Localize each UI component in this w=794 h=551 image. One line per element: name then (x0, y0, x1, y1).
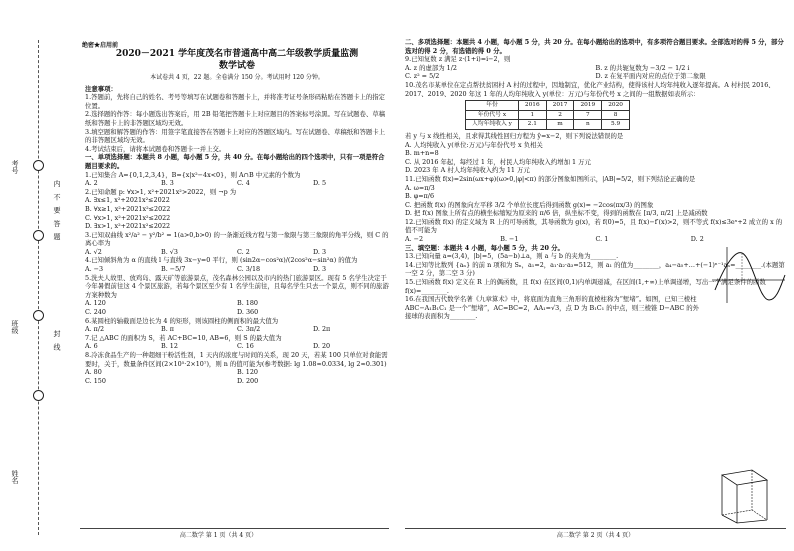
notice-item: 4.考试结束后，请将本试题卷和答题卡一并上交。 (85, 144, 226, 153)
dashed-cut-line (38, 40, 39, 535)
option: D. 3 (313, 265, 327, 274)
prism-figure (712, 465, 782, 525)
option: C. 150 (85, 376, 106, 385)
table-cell: 人均年纯收入 y (466, 120, 519, 130)
table-cell: 5.9 (602, 120, 630, 130)
option: D. 20 (313, 342, 331, 351)
question-8: 8.冷冻食品生产的一种超细干粉活性剂，1 天内的浓度与时间的关系，现 20 天，若某 100 只单位对食能需要时，关于，数量条件区间(2×10⁵·2×10⁷)，则 n 的值可能为(参考数据: lg 1.08≈0.0334, lg 2≈0.301) (85, 351, 388, 368)
option: C. z² = 5/2 (405, 72, 440, 81)
option: D. ∃x>1, x²+2021x²≤2022 (85, 222, 171, 231)
question-10-tail: 若 y 与 x 线性相关，且求得其线性回归方程为 ŷ=x−2，则下列说法错误的是 (405, 131, 624, 140)
binding-circle (33, 390, 44, 401)
option: B. z 的共轭复数为 −3/2 − 1/2 i (595, 63, 690, 72)
option: D. 2 (690, 235, 704, 244)
option: B. ∀x≥1, x²+2021x²≤2022 (85, 204, 171, 213)
table-row (466, 101, 630, 111)
name-label: 姓名 (11, 470, 19, 484)
option: A. −3 (85, 265, 104, 274)
option: D. 把 f(x) 图象上所有点的横坐标缩短为原来的 π/6 倍，纵坐标不变，得到的函数在 [π/3, π/2] 上是减函数 (405, 209, 708, 218)
question-13: 13.已知向量 a=(3,4)，|b|=5，(5a−b)⊥a，则 a 与 b 的夹角为________. (405, 252, 619, 261)
table-cell: 年份 (466, 101, 519, 111)
question-9: 9.已知复数 z 满足 z·(1+i)=i−2，则 (405, 55, 511, 64)
notice-item: 1.答题前，先将自己的姓名、考号等填写在试题卷和答题卡上，并将准考证号条形码粘贴在答题卡上的指定位置。 (85, 93, 386, 110)
table-cell: n (574, 120, 602, 130)
table-row (466, 120, 630, 130)
exam-subtitle: 数学试卷 (218, 61, 255, 71)
option: D. 5 (313, 179, 327, 188)
option: D. 3 (313, 247, 327, 256)
sine-curve (715, 253, 785, 300)
option: A. √2 (85, 247, 102, 256)
question-12: 12.已知函数 f(x) 的定义域为 R 上的可导函数，其导函数为 g(x)，若 f(0)=5，且 f(x)−f′(x)>2，则不等式 f(x)≤3eˣ+2 成立的 x 的值不可能为 (405, 217, 783, 235)
binding-circle (33, 230, 44, 241)
option: C. 把函数 f(x) 的图象向左平移 3/2 个单位长度后得到函数 g(x)= −2cos(πx/3) 的图象 (405, 200, 654, 209)
table-cell: 2020 (602, 101, 630, 111)
class-label: 班级 (11, 320, 19, 334)
option: B. m+n=8 (405, 149, 439, 158)
option: A. 人均纯收入 y(单位:万元)与年份代号 x 负相关 (405, 140, 543, 149)
section1-heading: 一、单项选择题：本题共 8 小题，每小题 5 分，共 40 分。在每小题给出的四个选项中，只有一项是符合题目要求的。 (85, 153, 385, 170)
question-1-options (85, 179, 389, 188)
option: B. √3 (161, 247, 178, 256)
question-9-options (405, 64, 786, 81)
table-cell: 7 (574, 110, 602, 120)
option: C. 16 (237, 342, 254, 351)
section3-heading: 三、填空题：本题共 4 小题，每小题 5 分，共 20 分。 (405, 243, 564, 252)
question-15: 15.已知函数 f(x) 定义在 R 上的偶函数，且 f(x) 在区间(0,1)内单调递减，在区间(1,+∞)上单调递增，写出一个满足条件的函数 f(x)=________. (405, 278, 766, 295)
option: C. 从 2016 年起，每经过 1 年，村民人均年纯收入约增加 1 万元 (405, 157, 591, 166)
left-content (85, 38, 389, 385)
option: A. −2 (405, 235, 424, 244)
question-7-options (85, 342, 389, 351)
option: C. 240 (85, 308, 106, 317)
question-3: 3.已知双曲线 x²/a² − y²/b² = 1(a>0,b>0) 的一条渐近线方程与第一象限与第三象限的角平分线，则 C 的离心率为 (85, 230, 389, 248)
exam-info: 本试卷共 4 页，22 题。全卷满分 150 分。考试用时 120 分钟。 (150, 74, 324, 81)
table-cell: 年份代号 x (466, 110, 519, 120)
option: B. 12 (161, 342, 178, 351)
sine-graph-figure (707, 245, 787, 305)
question-5-options (85, 299, 389, 316)
prism-top (722, 470, 767, 485)
option: A. 120 (85, 299, 106, 308)
option: A. z 的虚部为 1/2 (405, 63, 457, 72)
footer-rule (405, 528, 786, 529)
table-cell: 2016 (518, 101, 546, 111)
binding-circle (33, 160, 44, 171)
option: B. π (161, 325, 174, 334)
question-5: 5.洗夫人故里、放鸡岛、露天矿等旅游景点，茂名森林公园以及市内的热门旅游景区。现有 5 名学生决定于今年暑假前往这 4 个景区旅游，若每个景区至少有 1 名学生前往，且每名学生只去一个景点，则不同的旅游方案种数为 (85, 273, 389, 299)
exam-number-label: 考号 (11, 160, 19, 174)
option: A. 2 (85, 179, 98, 188)
option: A. ∃x≤1, x²+2021x²≤2022 (85, 196, 170, 205)
secret-mark: 绝密★启用前 (82, 42, 119, 49)
table-cell: 2019 (574, 101, 602, 111)
table-cell: 2.1 (518, 120, 546, 130)
option: D. z 在复平面内对应的点位于第二象限 (595, 72, 706, 81)
option: B. 120 (237, 368, 258, 377)
question-14: 14.已知等比数列 {aₙ} 的前 n 项和为 Sₙ，a₁=2，a₁·a₂·a₃=512，则 a₁ 的值为________，a₄−a₅+…+(−1)ⁿ⁻¹aₙ=________.(本题第一空 2 分，第二空 3 分) (405, 260, 785, 278)
option: B. −1 (500, 235, 519, 244)
footer-rule (80, 528, 389, 529)
table-cell: 2017 (546, 101, 574, 111)
table-cell: 8 (602, 110, 630, 120)
question-2-options (85, 196, 389, 230)
seal-text: 内 不 要 答 题 (53, 180, 61, 242)
option: B. 3 (161, 179, 174, 188)
question-7: 7.记 △ABC 的面积为 S，若 AC+BC=10, AB=6，则 S 的最大值为 (85, 333, 282, 342)
option: B. φ=π/6 (405, 192, 435, 201)
prism-bottom (722, 515, 767, 523)
question-2: 2.已知命题 p: ∀x>1, x²+2021x²>2022，则 ¬p 为 (85, 187, 237, 196)
option: B. 180 (237, 299, 258, 308)
question-6: 6.某圆柱的轴截面是边长为 4 的矩形，则该圆柱的侧面积的最大值为 (85, 316, 279, 325)
option: C. ∀x>1, x²+2021x²≤2022 (85, 213, 171, 222)
notice-heading: 注意事项： (85, 84, 117, 93)
option: A. ω=π/3 (405, 183, 435, 192)
question-10: 10.茂名市某单位在定点帮扶贫困村 A 村的过程中，因地制宜，优化产业结构，使得该村人均年纯收入逐年提高。A 村村民 2016、2017、2019、2020 年这 1 年的人均年纯收入 y(单位：万元)与年份代号 x 之间的一组数据如表所示： (405, 80, 775, 98)
question-4-options (85, 265, 389, 274)
section2-heading: 二、多项选择题：本题共 4 小题，每小题 5 分，共 20 分。在每小题给出的选项中，有多项符合题目要求。全部选对的得 5 分，部分选对的得 2 分，有选错的得 0 分。 (405, 38, 784, 55)
option: C. 4 (237, 179, 250, 188)
option: A. 6 (85, 342, 98, 351)
data-table (465, 100, 630, 130)
option: A. 80 (85, 368, 102, 377)
exam-title: 2020－2021 学年度茂名市普通高中高二年级教学质量监测 (115, 49, 359, 59)
question-4: 4.已知倾斜角为 α 的直线 l 与直线 3x−y=0 平行，则 (sin2α−cos²α)/(2cos²α−sin²α) 的值为 (85, 256, 358, 265)
question-12-options (405, 235, 786, 244)
page-footer: 高二数学 第 2 页（共 4 页） (556, 532, 635, 539)
table-cell: m (546, 120, 574, 130)
option: D. 360 (237, 308, 259, 317)
option: C. 1 (595, 235, 609, 244)
page-footer: 高二数学 第 1 页（共 4 页） (179, 532, 258, 539)
question-6-options (85, 325, 389, 334)
option: D. 200 (237, 376, 259, 385)
question-8-options (85, 368, 389, 385)
binding-margin (0, 30, 80, 535)
question-1: 1.已知集合 A={0,1,2,3,4}，B={x|x²−4x<0}，则 A∩B 中元素的个数为 (85, 170, 301, 179)
question-16: 16.在我国古代数学名著《九章算术》中，将底面为直角三角形的直棱柱称为“堑堵”。如图，已知三棱柱 ABC−A₁B₁C₁ 是一个“堑堵”，AC=BC=2，AA₁=√3，点 D 为 B₁C₁ 的中点，则三棱锥 D−ABC 的外接球的表面积为________. (405, 295, 700, 321)
option: D. 2π (313, 325, 331, 334)
question-11: 11.已知函数 f(x)=2sin(ωx+φ)(ω>0,|φ|<π) 的部分图象如图所示，|AB|=5/2，则下列结论正确的是 (405, 174, 696, 183)
option: D. 2023 年 A 村人均年纯收入约为 11 万元 (405, 166, 530, 175)
option: B. −5/7 (161, 265, 186, 274)
option: C. 3/18 (237, 265, 261, 274)
table-cell: 1 (518, 110, 546, 120)
table-row (466, 110, 630, 120)
question-11-options (405, 184, 695, 210)
seal-text-2: 封 线 (53, 330, 61, 353)
option: A. π/2 (85, 325, 105, 334)
notice-item: 3.填空题和解答题的作答：用签字笔直接答在答题卡上对应的答题区域内。写在试题卷、草稿纸和答题卡上的非答题区域均无效。 (85, 127, 386, 145)
notice-item: 2.选择题的作答：每小题选出答案后，用 2B 铅笔把答题卡上对应题目的答案标号涂黑。写在试题卷、草稿纸和答题卡上的非答题区域均无效。 (85, 110, 386, 127)
page-2 (397, 0, 794, 551)
table-cell: 2 (546, 110, 574, 120)
option: C. 3π/2 (237, 325, 261, 334)
binding-circle (33, 310, 44, 321)
option: C. 2 (237, 247, 250, 256)
